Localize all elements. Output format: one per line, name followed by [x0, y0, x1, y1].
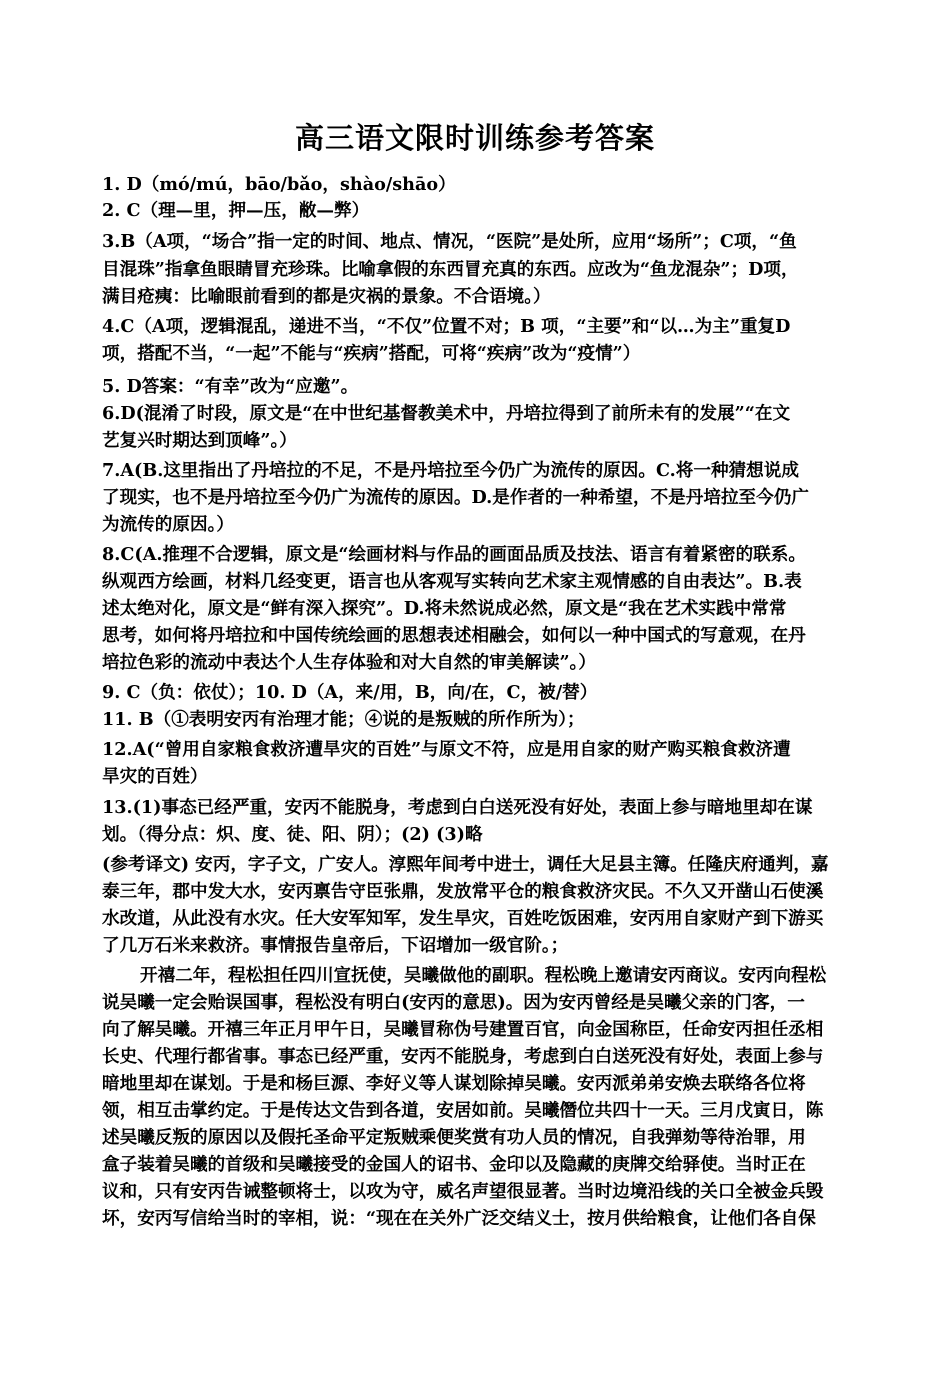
- translation-line: 泰三年，郡中发大水，安丙禀告守臣张鼎，发放常平仓的粮食救济灾民。不久又开凿山石使溪: [102, 881, 824, 902]
- answer-line: 11. B（①表明安丙有治理才能；④说的是叛贼的所作所为）；: [102, 709, 585, 730]
- document-title: 高三语文限时训练参考答案: [294, 121, 655, 155]
- translation-line: 开禧二年，程松担任四川宣抚使，吴曦做他的副职。程松晚上邀请安丙商议。安丙向程松: [140, 965, 827, 986]
- answer-line: 9. C（负：依仗）；10. D（A，来/用，B，向/在，C，被/替）: [102, 682, 598, 703]
- answer-line: 述太绝对化，原文是“鲜有深入探究”。D.将未然说成必然，原文是“我在艺术实践中常常: [102, 598, 787, 619]
- answer-line: 5. D答案：“有幸”改为“应邀”。: [102, 376, 359, 397]
- answer-line: 划。（得分点：炽、度、徒、阳、阴）；(2) (3)略: [102, 824, 483, 845]
- answer-line: 了现实，也不是丹培拉至今仍广为流传的原因。D.是作者的一种希望，不是丹培拉至今仍广: [102, 487, 809, 508]
- translation-line: 水改道，从此没有水灾。任大安军知军，发生旱灾，百姓吃饭困难，安丙用自家财产到下游买: [102, 908, 824, 929]
- translation-line: 暗地里却在谋划。于是和杨巨源、李好义等人谋划除掉吴曦。安丙派弟弟安焕去联络各位将: [102, 1073, 806, 1094]
- answer-line: 7.A(B.这里指出了丹培拉的不足，不是丹培拉至今仍广为流传的原因。C.将一种猜想说成: [102, 460, 799, 481]
- answer-line: 培拉色彩的流动中表达个人生存体验和对大自然的审美解读”。）: [102, 652, 596, 673]
- answer-line: 艺复兴时期达到顶峰”。）: [102, 430, 297, 451]
- answer-line: 6.D(混淆了时段，原文是“在中世纪基督教美术中，丹培拉得到了前所未有的发展”“在文: [102, 403, 791, 424]
- translation-line: 议和，只有安丙告诫整顿将士，以攻为守，威名声望很显著。当时边境沿线的关口全被金兵毁: [102, 1181, 824, 1202]
- translation-line: 坏，安丙写信给当时的宰相，说：“现在在关外广泛交结义士，按月供给粮食，让他们各自保: [102, 1208, 816, 1229]
- answer-line: 1. D（mó/mú，bāo/bǎo，shào/shāo）: [102, 174, 456, 195]
- answer-line: 为流传的原因。）: [102, 514, 234, 535]
- answer-line: 纵观西方绘画，材料几经变更，语言也从客观写实转向艺术家主观情感的自由表达”。B.表: [102, 571, 802, 592]
- translation-line: 长史、代理行都省事。事态已经严重，安丙不能脱身，考虑到白白送死没有好处，表面上参与: [102, 1046, 824, 1067]
- answer-line: 13.(1)事态已经严重，安丙不能脱身，考虑到白白送死没有好处，表面上参与暗地里却在谋: [102, 797, 813, 818]
- answer-line: 2. C（理—里，押—压，敝—弊）: [102, 200, 370, 221]
- answer-line: 旱灾的百姓）: [102, 766, 208, 787]
- answer-line: 4.C（A项，逻辑混乱，递进不当，“不仅”位置不对；B 项，“主要”和“以…为主”重复D: [102, 316, 791, 337]
- answer-line: 12.A(“曾用自家粮食救济遭旱灾的百姓”与原文不符，应是用自家的财产购买粮食救济遭: [102, 739, 791, 760]
- answer-line: 满目疮痍：比喻眼前看到的都是灾祸的景象。不合语境。）: [102, 286, 551, 307]
- translation-line: 盒子装着吴曦的首级和吴曦接受的金国人的诏书、金印以及隐藏的庚牌交给驿使。当时正在: [102, 1154, 806, 1175]
- answer-line: 思考，如何将丹培拉和中国传统绘画的思想表述相融会，如何以一种中国式的写意观，在丹: [102, 625, 806, 646]
- answer-line: 8.C(A.推理不合逻辑，原文是“绘画材料与作品的画面品质及技法、语言有着紧密的联系。: [102, 544, 806, 565]
- answer-line: 项，搭配不当，“一起”不能与“疾病”搭配，可将“疾病”改为“疫情”）: [102, 343, 641, 364]
- translation-line: 说吴曦一定会贻误国事，程松没有明白(安丙的意思)。因为安丙曾经是吴曦父亲的门客，一: [102, 992, 805, 1013]
- translation-line: 领，相互击掌约定。于是传达文告到各道，安居如前。吴曦僭位共四十一天。三月戊寅日，陈: [102, 1100, 824, 1121]
- answer-line: 目混珠”指拿鱼眼睛冒充珍珠。比喻拿假的东西冒充真的东西。应改为“鱼龙混杂”；D项，: [102, 259, 799, 280]
- translation-line: (参考译文) 安丙，字子文，广安人。淳熙年间考中进士，调任大足县主簿。任隆庆府通判，嘉: [102, 854, 829, 875]
- translation-line: 了几万石米来救济。事情报告皇帝后，下诏增加一级官阶。；: [102, 935, 569, 956]
- translation-line: 向了解吴曦。开禧三年正月甲午日，吴曦冒称伪号建置百官，向金国称臣，任命安丙担任丞相: [102, 1019, 824, 1040]
- translation-line: 述吴曦反叛的原因以及假托圣命平定叛贼乘便奖赏有功人员的情况，自我弹劾等待治罪，用: [102, 1127, 806, 1148]
- answer-line: 3.B（A项，“场合”指一定的时间、地点、情况，“医院”是处所，应用“场所”；C项，“鱼: [102, 231, 797, 252]
